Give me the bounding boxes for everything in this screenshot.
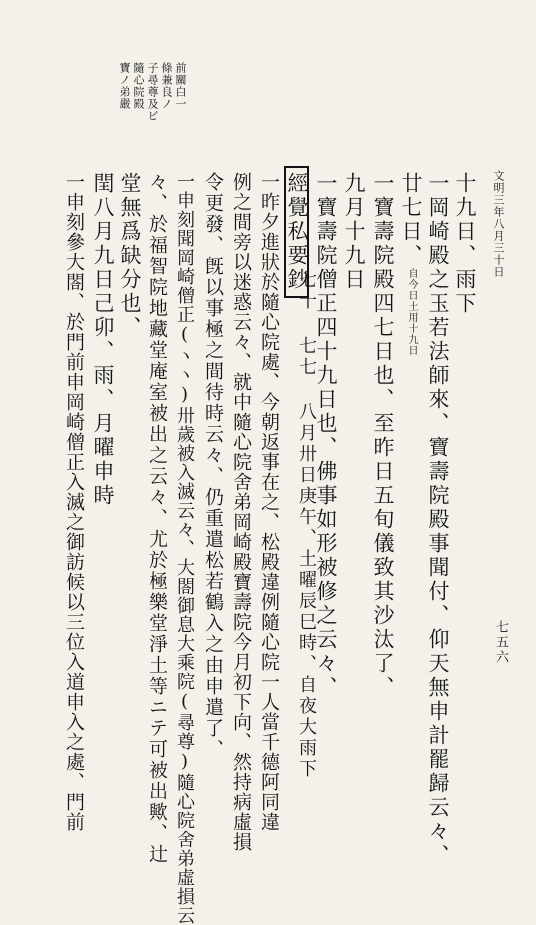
page-number: 七五六	[493, 620, 508, 665]
side-note-line-1: 前關白一	[174, 62, 187, 110]
text-line-2: 例之間旁以迷惑云々、就中隨心院舍弟岡崎殿寶壽院今月初下向、然持病虛損	[230, 172, 252, 852]
text-line-4: 一申刻聞岡崎僧正(ヽヽ)卅歲被入滅云々、大閤御息大乘院(尋尊)隨心院舍弟虛損云	[174, 172, 195, 925]
text-line-3: 令更發、旣以事極之間待時云々、仍重遣松若鶴入之由申遣了、	[202, 172, 224, 760]
entry-27th-day-date: 廿七日、	[399, 172, 423, 268]
side-note-line-3: 子尋尊及ビ	[146, 62, 159, 122]
text-line-5: 々、於福智院地藏堂庵室被出之云々、尤於極樂堂淨土等ニテ可被出歟、辻	[146, 172, 168, 865]
entry-27th-day-inline-note	[406, 268, 416, 356]
book-title-box: 經覺私要鈔	[284, 166, 309, 298]
side-note-line-4: 隨心院殿	[132, 62, 145, 110]
entry-august-30: 七十 七七 八月卅日庚午、土曜辰巳時、自夜大雨下	[296, 270, 317, 780]
entry-19th-day: 十九日、雨下	[453, 172, 477, 316]
entry-hojuin-49th-day: 一寶壽院僧正四十九日也、佛事如形被修之云々、	[314, 172, 338, 700]
entry-27th-day	[400, 172, 421, 356]
entry-leap-august-9: 閏八月九日己卯、雨、月曜申時	[91, 172, 115, 508]
running-head: 文明三年八月三十日	[492, 170, 505, 278]
inline-note-left: 用十九日	[406, 312, 417, 356]
text-line-6: 堂無爲缺分也、	[118, 172, 142, 340]
entry-okazaki-visit: 一岡崎殿之玉若法師來、寶壽院殿事聞付、仰天無申計罷歸云々、	[426, 172, 450, 868]
inline-note-right: 自今日土	[406, 268, 417, 312]
entry-september-19: 九月十九日	[342, 172, 366, 292]
side-note-line-2: 條兼良ノ	[160, 62, 173, 110]
text-line-1: 一昨夕進狀於隨心院處、今朝返事在之、松殿違例隨心院一人當千德阿同違	[258, 172, 280, 832]
entry-hojuin-memorial: 一寶壽院殿四七日也、至昨日五旬儀致其沙汰了、	[371, 172, 395, 700]
text-line-last: 一申刻參大閤、於門前申岡崎僧正入滅之御訪候以三位入道申入之處、門前	[63, 172, 85, 832]
side-note-line-5: 寶ノ弟嚴	[118, 62, 131, 110]
